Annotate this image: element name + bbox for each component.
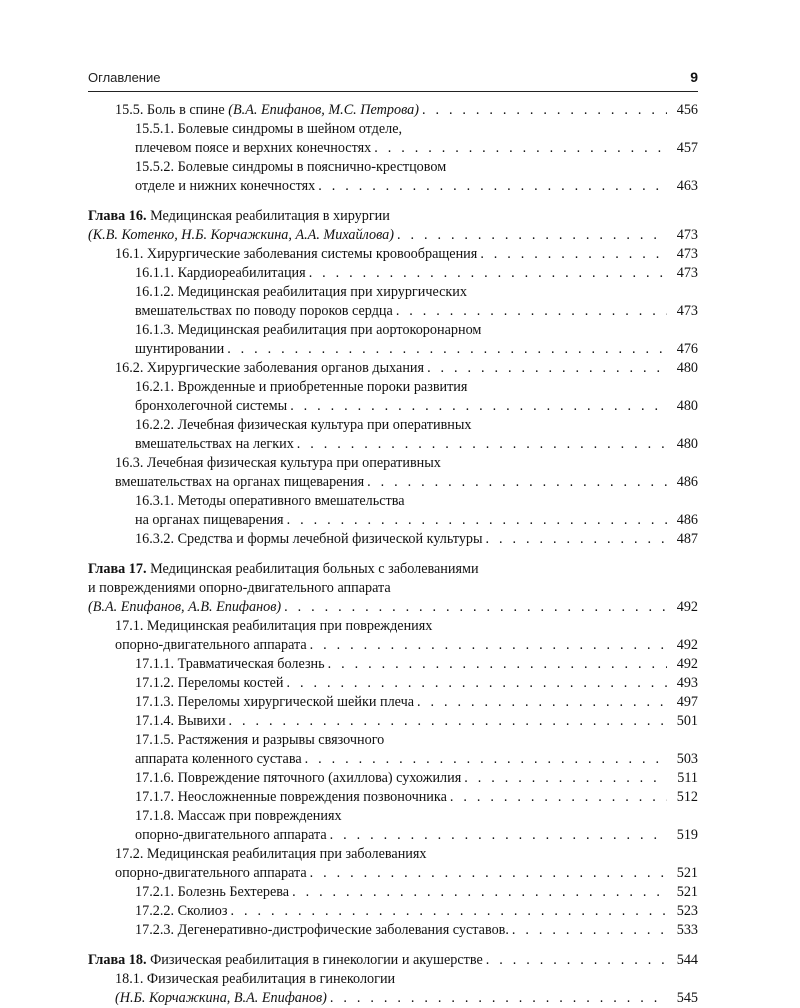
toc-entry-text (88, 598, 281, 617)
entry-title: Медицинская реабилитация больных с заболеваниями (146, 561, 479, 577)
toc-entry-text (115, 845, 427, 864)
entry-authors: (К.В. Котенко, Н.Б. Корчажкина, А.А. Михайлова) (88, 227, 394, 243)
entry-authors: (В.А. Епифанов, М.С. Петрова) (228, 102, 419, 118)
entry-title: 17.1.8. Массаж при повреждениях (135, 808, 342, 824)
toc-entry-text (135, 826, 327, 845)
toc-entry (88, 617, 698, 636)
toc-entry-text (115, 970, 395, 989)
dot-leader (427, 359, 667, 378)
entry-title: Медицинская реабилитация в хирургии (146, 208, 390, 224)
toc-entry-text (135, 397, 287, 416)
toc-entry-row (88, 598, 698, 617)
dot-leader (309, 264, 667, 283)
toc-entry (88, 807, 698, 826)
toc-entry (88, 845, 698, 864)
entry-page-number: 473 (676, 227, 698, 243)
toc-entry-text (115, 636, 307, 655)
entry-title: опорно-двигательного аппарата (135, 827, 327, 843)
entry-page-number: 533 (676, 922, 698, 938)
toc-entry-text (135, 750, 302, 769)
dot-leader (230, 902, 667, 921)
entry-title: 17.1.7. Неосложненные повреждения позвоночника (135, 789, 447, 805)
toc-entry-text (135, 731, 384, 750)
toc-entry (88, 712, 698, 731)
entry-title: 17.1.1. Травматическая болезнь (135, 656, 325, 672)
dot-leader (486, 530, 667, 549)
toc-entry (88, 769, 698, 788)
entry-page-number: 545 (676, 990, 698, 1006)
toc-entry-row (135, 769, 698, 788)
toc-entry-row (135, 283, 698, 302)
entry-page-number: 486 (676, 474, 698, 490)
toc-entry-text (88, 226, 394, 245)
toc-entry (88, 492, 698, 511)
entry-page-number: 456 (676, 102, 698, 118)
toc-entry (88, 731, 698, 750)
toc-entry-row (135, 492, 698, 511)
entry-page-number: 473 (676, 265, 698, 281)
toc-entry-row (135, 750, 698, 769)
toc-entry-text (135, 807, 342, 826)
toc-entry-text (135, 378, 467, 397)
dot-leader (286, 674, 667, 693)
toc-entry-text (135, 283, 467, 302)
toc-entry-row (115, 617, 698, 636)
dot-leader (417, 693, 667, 712)
entry-page-number: 492 (676, 656, 698, 672)
toc-entry-text (88, 951, 483, 970)
toc-entry-row (115, 845, 698, 864)
toc-entry (88, 902, 698, 921)
entry-page-number: 492 (676, 599, 698, 615)
toc-entry-text (135, 712, 226, 731)
entry-title: 17.1.2. Переломы костей (135, 675, 284, 691)
toc-entry-row (115, 970, 698, 989)
entry-page-number: 544 (676, 952, 698, 968)
entry-title: и повреждениями опорно-двигательного аппарата (88, 580, 391, 596)
toc-entry (88, 340, 698, 359)
entry-page-number: 473 (676, 303, 698, 319)
entry-title: 15.5.1. Болевые синдромы в шейном отделе, (135, 121, 403, 137)
toc-entry (88, 951, 698, 970)
toc-entry-text (135, 492, 405, 511)
dot-leader (287, 511, 667, 530)
entry-title: 16.1.3. Медицинская реабилитация при аортокоронарном (135, 322, 482, 338)
toc-entry-row (135, 511, 698, 530)
table-of-contents (88, 101, 698, 1008)
dot-leader (374, 139, 667, 158)
toc-entry-text (88, 560, 479, 579)
entry-title: бронхолегочной системы (135, 398, 288, 414)
entry-title: плечевом поясе и верхних конечностях (135, 140, 372, 156)
toc-entry-row (88, 226, 698, 245)
toc-entry-row (135, 655, 698, 674)
toc-entry-row (135, 674, 698, 693)
toc-entry-text (115, 454, 441, 473)
entry-title: 16.3.1. Методы оперативного вмешательства (135, 493, 405, 509)
toc-entry (88, 378, 698, 397)
toc-entry (88, 139, 698, 158)
toc-entry (88, 226, 698, 245)
page-number: 9 (690, 69, 698, 85)
entry-title: 15.5.2. Болевые синдромы в пояснично-крестцовом (135, 159, 447, 175)
toc-entry-row (115, 454, 698, 473)
entry-title: 17.2.1. Болезнь Бехтерева (135, 884, 290, 900)
dot-leader (292, 883, 667, 902)
entry-page-number: 492 (676, 637, 698, 653)
toc-entry-text (135, 264, 306, 283)
toc-entry (88, 655, 698, 674)
toc-entry-text (115, 101, 419, 120)
entry-title: аппарата коленного сустава (135, 751, 302, 767)
entry-page-number: 473 (676, 246, 698, 262)
toc-entry-text (115, 473, 364, 492)
entry-page-number: 463 (676, 178, 698, 194)
toc-entry-text (135, 674, 283, 693)
dot-leader (486, 951, 667, 970)
toc-entry-text (135, 655, 325, 674)
toc-entry-row (115, 636, 698, 655)
entry-title: 16.1.2. Медицинская реабилитация при хирургических (135, 284, 467, 300)
toc-entry-row (115, 989, 698, 1008)
toc-entry (88, 321, 698, 340)
toc-entry (88, 397, 698, 416)
toc-entry-row (135, 397, 698, 416)
toc-entry-text (135, 158, 446, 177)
entry-title: 16.2.2. Лечебная физическая культура при оперативных (135, 417, 472, 433)
toc-entry (88, 598, 698, 617)
toc-entry (88, 826, 698, 845)
dot-leader (305, 750, 667, 769)
toc-entry-text (115, 359, 424, 378)
toc-entry (88, 530, 698, 549)
toc-entry (88, 693, 698, 712)
entry-page-number: 487 (676, 531, 698, 547)
entry-page-number: 511 (677, 770, 698, 786)
toc-entry (88, 177, 698, 196)
toc-entry-row (115, 359, 698, 378)
toc-entry (88, 359, 698, 378)
dot-leader (229, 712, 667, 731)
toc-entry-row (135, 788, 698, 807)
toc-entry-row (135, 693, 698, 712)
entry-page-number: 480 (676, 436, 698, 452)
toc-entry (88, 636, 698, 655)
entry-title: 17.2.2. Сколиоз (135, 903, 228, 919)
toc-entry-row (135, 378, 698, 397)
dot-leader (450, 788, 667, 807)
toc-entry-text (135, 416, 472, 435)
toc-entry (88, 416, 698, 435)
toc-entry (88, 970, 698, 989)
dot-leader (310, 864, 667, 883)
entry-title: вмешательствах на органах пищеварения (115, 474, 365, 490)
entry-title: 17.2. Медицинская реабилитация при заболеваниях (115, 846, 427, 862)
dot-leader (397, 226, 667, 245)
toc-entry-row (135, 712, 698, 731)
toc-entry (88, 473, 698, 492)
entry-page-number: 480 (676, 360, 698, 376)
toc-entry-row (88, 579, 698, 598)
entry-page-number: 512 (676, 789, 698, 805)
entry-page-number: 480 (676, 398, 698, 414)
dot-leader (367, 473, 667, 492)
dot-leader (284, 598, 667, 617)
entry-page-number: 457 (676, 140, 698, 156)
dot-leader (297, 435, 667, 454)
toc-entry (88, 435, 698, 454)
toc-entry-row (135, 158, 698, 177)
toc-entry-text (115, 989, 327, 1008)
toc-entry (88, 158, 698, 177)
toc-entry-row (135, 321, 698, 340)
entry-title: опорно-двигательного аппарата (115, 637, 307, 653)
toc-entry-text (135, 921, 509, 940)
toc-entry-row (135, 902, 698, 921)
toc-entry-text (135, 511, 284, 530)
toc-entry-text (135, 769, 461, 788)
entry-title: вмешательствах по поводу пороков сердца (135, 303, 393, 319)
dot-leader (328, 655, 667, 674)
dot-leader (227, 340, 667, 359)
toc-entry-text (135, 883, 289, 902)
entry-title: 15.5. Боль в спине (115, 102, 229, 118)
entry-title: опорно-двигательного аппарата (115, 865, 307, 881)
entry-title: вмешательствах на легких (135, 436, 294, 452)
entry-title: 18.1. Физическая реабилитация в гинекологии (115, 971, 396, 987)
toc-entry (88, 579, 698, 598)
toc-entry-row (135, 826, 698, 845)
toc-entry-text (135, 435, 294, 454)
dot-leader (396, 302, 667, 321)
toc-entry-row (135, 264, 698, 283)
toc-entry (88, 883, 698, 902)
entry-title: 16.1.1. Кардиореабилитация (135, 265, 306, 281)
toc-entry-row (135, 921, 698, 940)
toc-entry-row (135, 302, 698, 321)
chapter-label: Глава 17. (88, 561, 147, 577)
toc-entry-text (135, 139, 371, 158)
toc-entry (88, 302, 698, 321)
entry-page-number: 497 (676, 694, 698, 710)
toc-entry-row (135, 139, 698, 158)
entry-page-number: 476 (676, 341, 698, 357)
entry-title: Физическая реабилитация в гинекологии и акушерстве (146, 952, 483, 968)
entry-title: 16.1. Хирургические заболевания системы кровообращения (115, 246, 478, 262)
toc-entry (88, 120, 698, 139)
toc-entry-text (135, 321, 481, 340)
toc-entry (88, 454, 698, 473)
toc-entry-row (135, 340, 698, 359)
toc-entry-text (135, 177, 315, 196)
toc-entry (88, 750, 698, 769)
entry-title: 17.1.4. Вывихи (135, 713, 226, 729)
dot-leader (330, 826, 667, 845)
toc-entry (88, 511, 698, 530)
toc-entry-row (135, 530, 698, 549)
toc-entry (88, 101, 698, 120)
header-divider (88, 91, 698, 92)
entry-title: 16.2. Хирургические заболевания органов дыхания (115, 360, 425, 376)
entry-page-number: 519 (676, 827, 698, 843)
toc-entry (88, 864, 698, 883)
dot-leader (290, 397, 667, 416)
entry-title: 17.1.3. Переломы хирургической шейки плеча (135, 694, 415, 710)
entry-authors: (В.А. Епифанов, А.В. Епифанов) (88, 599, 282, 615)
toc-entry (88, 674, 698, 693)
dot-leader (318, 177, 667, 196)
toc-entry (88, 560, 698, 579)
entry-title: на органах пищеварения (135, 512, 284, 528)
chapter-label: Глава 16. (88, 208, 147, 224)
toc-entry-row (88, 560, 698, 579)
toc-entry-row (88, 207, 698, 226)
toc-entry-text (115, 864, 307, 883)
toc-entry-text (88, 207, 390, 226)
entry-title: 16.3. Лечебная физическая культура при оперативных (115, 455, 441, 471)
dot-leader (310, 636, 667, 655)
toc-entry-text (135, 340, 224, 359)
dot-leader (512, 921, 667, 940)
entry-title: 17.1.5. Растяжения и разрывы связочного (135, 732, 385, 748)
entry-page-number: 493 (676, 675, 698, 691)
toc-entry-row (115, 473, 698, 492)
toc-entry (88, 283, 698, 302)
toc-entry-row (135, 807, 698, 826)
toc-entry-row (135, 120, 698, 139)
dot-leader (464, 769, 667, 788)
entry-title: 16.2.1. Врожденные и приобретенные пороки развития (135, 379, 468, 395)
entry-page-number: 523 (676, 903, 698, 919)
entry-page-number: 503 (676, 751, 698, 767)
toc-entry-row (135, 416, 698, 435)
toc-entry (88, 264, 698, 283)
toc-entry (88, 245, 698, 264)
dot-leader (330, 989, 667, 1008)
running-header-title: Оглавление (88, 70, 161, 85)
entry-title: 17.2.3. Дегенеративно-дистрофические заболевания суставов. (135, 922, 509, 938)
entry-page-number: 521 (676, 865, 698, 881)
toc-entry-row (135, 883, 698, 902)
toc-entry-text (135, 530, 483, 549)
entry-authors: (Н.Б. Корчажкина, В.А. Епифанов) (115, 990, 327, 1006)
dot-leader (422, 101, 667, 120)
toc-entry-text (135, 302, 393, 321)
toc-entry-text (135, 693, 414, 712)
entry-title: шунтировании (135, 341, 225, 357)
toc-entry (88, 207, 698, 226)
toc-entry (88, 989, 698, 1008)
toc-entry (88, 788, 698, 807)
toc-entry-row (88, 951, 698, 970)
entry-title: 16.3.2. Средства и формы лечебной физической культуры (135, 531, 483, 547)
toc-entry (88, 921, 698, 940)
chapter-label: Глава 18. (88, 952, 147, 968)
toc-entry-row (115, 864, 698, 883)
toc-entry-text (115, 617, 432, 636)
toc-entry-text (135, 902, 227, 921)
toc-entry-text (135, 120, 402, 139)
entry-page-number: 521 (676, 884, 698, 900)
entry-page-number: 486 (676, 512, 698, 528)
toc-entry-row (135, 435, 698, 454)
toc-entry-row (135, 177, 698, 196)
toc-entry-row (115, 245, 698, 264)
toc-entry-text (135, 788, 447, 807)
toc-entry-row (115, 101, 698, 120)
entry-title: 17.1. Медицинская реабилитация при повреждениях (115, 618, 433, 634)
dot-leader (480, 245, 667, 264)
toc-entry-text (115, 245, 477, 264)
entry-title: отделе и нижних конечностях (135, 178, 316, 194)
toc-entry-row (135, 731, 698, 750)
entry-title: 17.1.6. Повреждение пяточного (ахиллова) сухожилия (135, 770, 462, 786)
toc-entry-text (88, 579, 391, 598)
entry-page-number: 501 (676, 713, 698, 729)
